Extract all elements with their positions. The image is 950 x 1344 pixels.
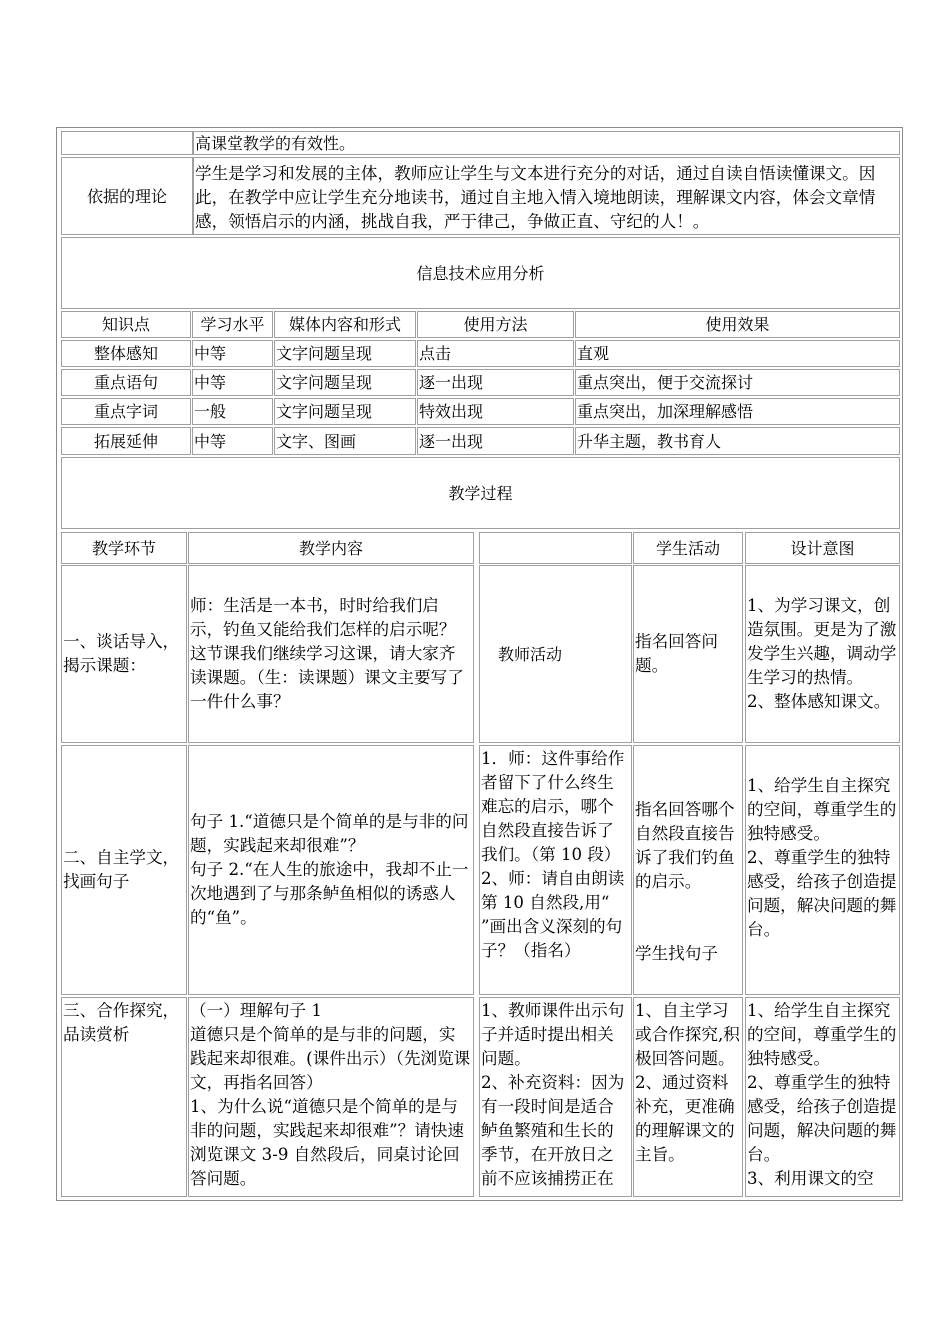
process-title-cell <box>61 457 900 529</box>
process-header-label: 教学环节 <box>91 538 156 558</box>
it-row-3-level <box>192 398 273 425</box>
process-header-content <box>188 532 474 564</box>
cell-text: 一般 <box>194 402 227 421</box>
cell-text: 中等 <box>194 344 227 363</box>
cell-text: 文字问题呈现 <box>276 373 373 392</box>
cell-text: 整体感知 <box>93 344 158 363</box>
it-row-1-knowledge <box>61 340 191 367</box>
theory-label: 依据的理论 <box>86 186 167 206</box>
cell-text: 1、给学生自主探究的空间，尊重学生的独特感受。 2、尊重学生的独特感受，给孩子创造提问题，解决问题的舞台。 3、利用课文的空 <box>747 1001 897 1188</box>
cell-text: 中等 <box>194 373 227 392</box>
intro-text: 高课堂教学的有效性。 <box>195 134 356 153</box>
cell-text: 中等 <box>194 431 227 451</box>
theory-text: 学生是学习和发展的主体，教师应让学生与文本进行充分的对话，通过自读自悟读懂课文。因此，在教学中应让学生充分地读书，通过自主地入情入境地朗读，理解课文内容，体会文章情感，领悟启示的内涵，挑战自我，严于律己，争做正直、守纪的人！。 <box>195 164 876 231</box>
it-header-label: 媒体内容和形式 <box>288 315 401 334</box>
process-row-3-stage <box>61 997 187 1197</box>
cell-text: （一）理解句子 1 道德只是个简单的是与非的问题，实践起来却很难。(课件出示）（先浏览课文，再指名回答） 1、为什么说“道德只是个简单的是与非的问题，实践起来却很难”？请快速浏览课文 3-9 自然段后，同桌讨论回答问题。 <box>190 1001 471 1188</box>
it-row-3-media <box>274 398 416 425</box>
process-row-3-student <box>633 997 743 1197</box>
it-row-1-method <box>417 340 574 367</box>
cell-text: 拓展延伸 <box>93 431 158 451</box>
cell-text: 升华主题，教书育人 <box>577 431 722 451</box>
it-row-2-effect <box>575 369 900 396</box>
it-row-2-level <box>192 369 273 396</box>
it-header-label: 使用方法 <box>463 315 528 334</box>
it-header-label: 知识点 <box>101 315 150 334</box>
cell-text: 文字、图画 <box>276 431 357 451</box>
it-header-knowledge <box>61 311 191 338</box>
it-analysis-title: 信息技术应用分析 <box>416 263 545 283</box>
it-header-media <box>274 311 416 338</box>
it-row-4-knowledge <box>61 427 191 455</box>
it-row-3-knowledge <box>61 398 191 425</box>
process-header-student <box>633 532 743 564</box>
cell-text: 教师活动 <box>498 644 563 664</box>
it-row-1-level <box>192 340 273 367</box>
process-header-label: 设计意图 <box>790 538 855 558</box>
cell-text: 文字问题呈现 <box>276 402 373 421</box>
cell-text: 逐一出现 <box>419 373 484 392</box>
cell-text: 重点突出，便于交流探讨 <box>577 373 754 392</box>
cell-text: 重点语句 <box>93 373 158 392</box>
process-row-1-stage <box>61 565 187 743</box>
it-header-method <box>417 311 574 338</box>
it-row-4-method <box>417 427 574 455</box>
it-row-1-effect <box>575 340 900 367</box>
cell-text: 点击 <box>419 344 452 363</box>
cell-text: 逐一出现 <box>419 431 484 451</box>
process-row-2-student <box>633 745 743 995</box>
it-header-label: 学习水平 <box>200 315 265 334</box>
cell-text: 特效出现 <box>419 402 484 421</box>
cell-text: 文字问题呈现 <box>276 344 373 363</box>
it-row-3-method <box>417 398 574 425</box>
intro-label-cell <box>61 131 193 155</box>
it-header-label: 使用效果 <box>705 315 770 334</box>
intro-text-cell <box>193 131 900 155</box>
it-row-4-level <box>192 427 273 455</box>
lesson-plan-table <box>56 127 903 1201</box>
cell-text: 师：生活是一本书，时时给我们启示，钓鱼又能给我们怎样的启示呢？这节课我们继续学习这课，请大家齐读课题。（生：读课题）课文主要写了一件什么事？ <box>190 596 464 711</box>
process-row-3-intent <box>745 997 900 1197</box>
it-header-level <box>192 311 273 338</box>
process-row-3-content <box>188 997 474 1197</box>
theory-label-cell <box>61 157 193 235</box>
it-row-1-media <box>274 340 416 367</box>
theory-text-cell <box>193 157 900 235</box>
process-header-stage <box>61 532 187 564</box>
cell-text: 1、给学生自主探究的空间，尊重学生的独特感受。 2、尊重学生的独特感受，给孩子创造提问题，解决问题的舞台。 <box>747 776 897 939</box>
it-row-2-media <box>274 369 416 396</box>
it-row-4-media <box>274 427 416 455</box>
it-row-3-effect <box>575 398 900 425</box>
it-header-effect <box>575 311 900 338</box>
process-row-1-content <box>188 565 474 743</box>
cell-text: 二、自主学文，找画句子 <box>63 848 180 891</box>
process-row-2-content <box>188 745 474 995</box>
process-header-label: 教学内容 <box>298 538 363 558</box>
cell-text: 句子 1.“道德只是个简单的是与非的问题，实践起来却很难”？ 句子 2.“在人生的旅途中，我却不止一次地遇到了与那条鲈鱼相似的诱惑人的“鱼”。 <box>190 812 469 927</box>
it-analysis-title-cell <box>61 237 900 309</box>
process-row-2-intent <box>745 745 900 995</box>
cell-text: 指名回答问题。 <box>635 632 718 675</box>
cell-text: 直观 <box>577 344 610 363</box>
process-row-3-teacher <box>479 997 632 1197</box>
process-row-2-teacher <box>479 745 632 995</box>
cell-text: 1、教师课件出示句子并适时提出相关问题。 2、补充资料：因为有一段时间是适合鲈鱼繁殖和生长的季节，在开放日之前不应该捕捞正在 <box>481 1001 625 1188</box>
process-title: 教学过程 <box>448 483 513 503</box>
process-header-label: 学生活动 <box>655 538 720 558</box>
cell-text: 重点突出，加深理解感悟 <box>577 402 754 421</box>
cell-text: 指名回答哪个自然段直接告诉了我们钓鱼的启示。 学生找句子 <box>635 800 735 963</box>
cell-text: 重点字词 <box>93 402 158 421</box>
process-row-2-stage <box>61 745 187 995</box>
process-row-1-teacher <box>479 565 632 743</box>
process-row-1-student <box>633 565 743 743</box>
cell-text: 三、合作探究，品读赏析 <box>63 1001 180 1044</box>
process-header-teacher <box>479 532 632 564</box>
cell-text: 一、谈话导入，揭示课题： <box>63 632 180 675</box>
it-row-2-method <box>417 369 574 396</box>
process-header-intent <box>745 532 900 564</box>
it-row-4-effect <box>575 427 900 455</box>
process-row-1-intent <box>745 565 900 743</box>
it-row-2-knowledge <box>61 369 191 396</box>
cell-text: 1．师：这件事给作者留下了什么终生难忘的启示，哪个自然段直接告诉了我们。（第 10 段） 2、师：请自由朗读第 10 自然段,用“ ”画出含义深刻的句子？（指名） <box>481 749 625 960</box>
cell-text: 1、自主学习或合作探究,积极回答问题。 2、通过资料补充，更准确的理解课文的主旨。 <box>635 1001 740 1164</box>
cell-text: 1、为学习课文，创造氛围。更是为了激发学生兴趣，调动学生学习的热情。 2、整体感知课文。 <box>747 596 897 711</box>
